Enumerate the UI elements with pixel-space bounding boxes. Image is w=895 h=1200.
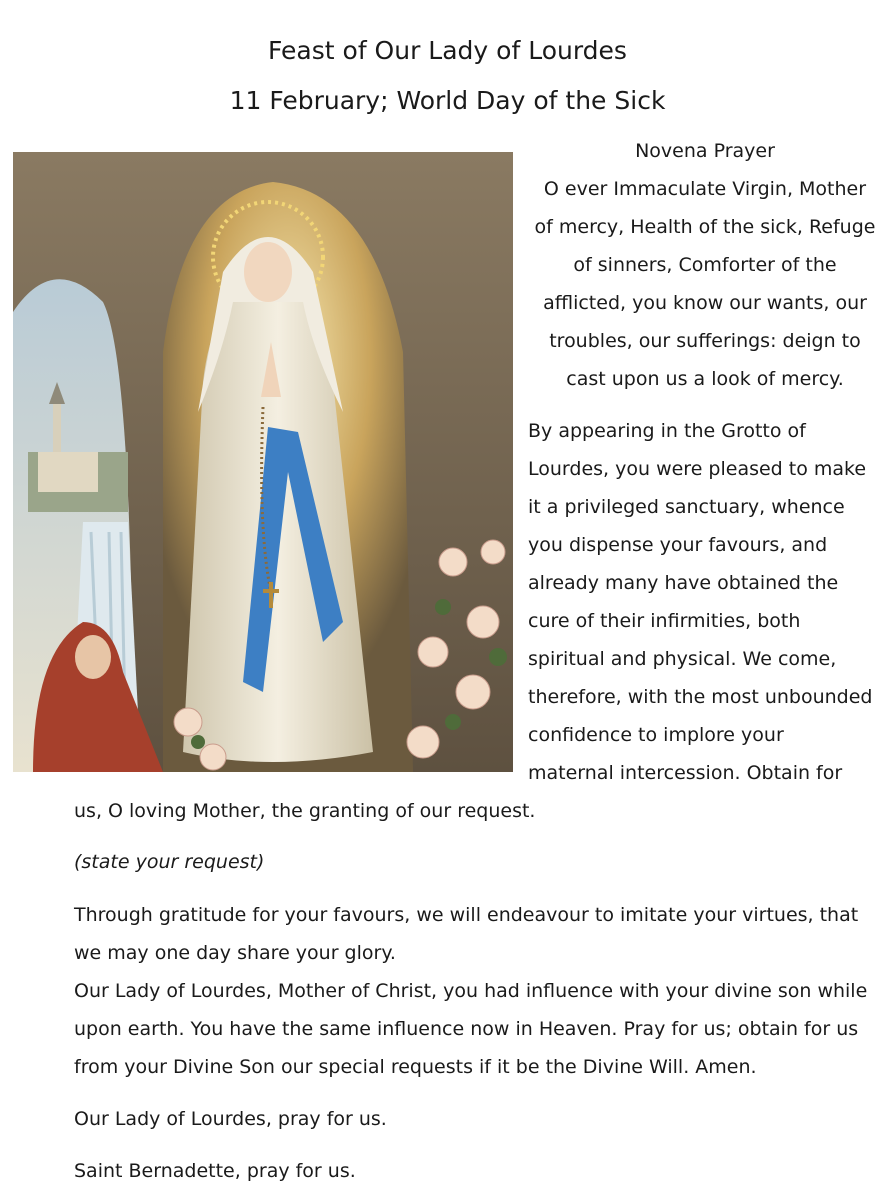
text-line: from your Divine Son our special requests if it be the Divine Will. Amen. xyxy=(74,1056,757,1078)
invocation-bernadette: Saint Bernadette, pray for us. xyxy=(74,1160,356,1182)
text-line: O ever Immaculate Virgin, Mother xyxy=(543,178,867,200)
page-subtitle: 11 February; World Day of the Sick xyxy=(229,86,666,115)
text-line: Our Lady of Lourdes, Mother of Christ, you had influence with your divine son while xyxy=(74,980,868,1002)
text-line: already many have obtained the xyxy=(528,572,839,594)
text-line: cast upon us a look of mercy. xyxy=(566,368,844,390)
text-line: maternal intercession. Obtain for xyxy=(528,762,843,784)
novena-heading: Novena Prayer xyxy=(635,140,775,162)
text-line: confidence to implore your xyxy=(528,724,784,746)
text-line: it a privileged sanctuary, whence xyxy=(528,496,845,518)
text-line: By appearing in the Grotto of xyxy=(528,420,806,442)
text-line: us, O loving Mother, the granting of our request. xyxy=(74,800,536,822)
page-title: Feast of Our Lady of Lourdes xyxy=(268,36,627,65)
text-line: of sinners, Comforter of the xyxy=(573,254,837,276)
text-line: afflicted, you know our wants, our xyxy=(543,292,867,314)
request-instruction: (state your request) xyxy=(74,851,265,873)
text-line: you dispense your favours, and xyxy=(528,534,828,556)
text-line: therefore, with the most unbounded xyxy=(528,686,873,708)
text-line: upon earth. You have the same influence now in Heaven. Pray for us; obtain for us xyxy=(74,1018,859,1040)
text-line: troubles, our sufferings: deign to xyxy=(549,330,861,352)
text-line: Through gratitude for your favours, we will endeavour to imitate your virtues, that xyxy=(74,904,859,926)
our-lady-of-lourdes-painting xyxy=(13,152,513,772)
text-line: we may one day share your glory. xyxy=(74,942,396,964)
text-line: of mercy, Health of the sick, Refuge xyxy=(534,216,876,238)
text-line: spiritual and physical. We come, xyxy=(528,648,837,670)
invocation-our-lady: Our Lady of Lourdes, pray for us. xyxy=(74,1108,387,1130)
text-line: cure of their infirmities, both xyxy=(528,610,801,632)
text-line: Lourdes, you were pleased to make xyxy=(528,458,867,480)
